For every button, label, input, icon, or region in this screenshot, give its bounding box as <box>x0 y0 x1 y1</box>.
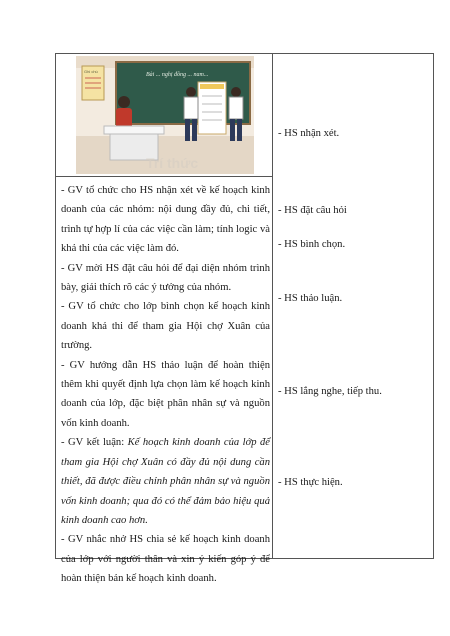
teacher-activities <box>61 181 270 589</box>
teacher-activity-3: - GV tổ chức cho lớp bình chọn kế hoạch kinh doanh khả thi để tham gia Hội chợ Xuân của trường. <box>61 301 270 352</box>
student-activity-6: - HS thực hiện. <box>278 477 343 488</box>
teacher-activity-5 <box>61 433 270 530</box>
small-board-label: Ghi chú <box>84 69 98 74</box>
watermark: Trí thức <box>146 155 199 171</box>
teacher-activity-1: - GV tổ chức cho HS nhận xét về kế hoạch kinh doanh của các nhóm: nội dung đầy đủ, chi tiết, trình tự hợp lí của các việc cần làm; tính logic và khả thi của các việc làm đó. <box>61 185 270 255</box>
student-activity-2: - HS đặt câu hỏi <box>278 205 347 216</box>
student-activity-3: - HS bình chọn. <box>278 239 346 250</box>
conclusion-text: Kế hoạch kinh doanh của lớp để tham gia Hội chợ Xuân có đầy đủ nội dung cần thiết, đã được điều chỉnh phân nhân sự và nguồn vốn kinh doanh; qua đó có thể đảm bảo hiệu quả kinh doanh cao hơn. <box>61 437 270 526</box>
teacher-activity-6: - GV nhắc nhở HS chia sẻ kế hoạch kinh doanh của lớp với người thân và xin ý kiến góp ý để hoàn thiện bản kế hoạch kinh doanh. <box>61 534 270 585</box>
classroom-illustration-svg <box>76 56 254 174</box>
column-divider <box>272 54 273 558</box>
student-activity-5: - HS lắng nghe, tiếp thu. <box>278 386 382 397</box>
classroom-illustration <box>76 56 254 174</box>
teacher-activity-4: - GV hướng dẫn HS thảo luận để hoàn thiện thêm khi quyết định lựa chọn làm kế hoạch kinh doanh của lớp, đặc biệt phân nhân sự và nguồn vốn kinh doanh. <box>61 359 270 429</box>
student-activity-4: - HS thảo luận. <box>278 293 343 304</box>
student-activity-1: - HS nhận xét. <box>278 128 340 139</box>
board-text: Bài ... nghị đồng ... nam... <box>146 72 209 78</box>
row-divider <box>56 176 272 177</box>
lesson-table <box>55 53 434 585</box>
conclusion-prefix: - GV kết luận: <box>61 437 128 449</box>
teacher-activity-2: - GV mời HS đặt câu hỏi để đại diện nhóm trình bày, giải thích rõ các ý tưởng của nhóm. <box>61 262 270 294</box>
